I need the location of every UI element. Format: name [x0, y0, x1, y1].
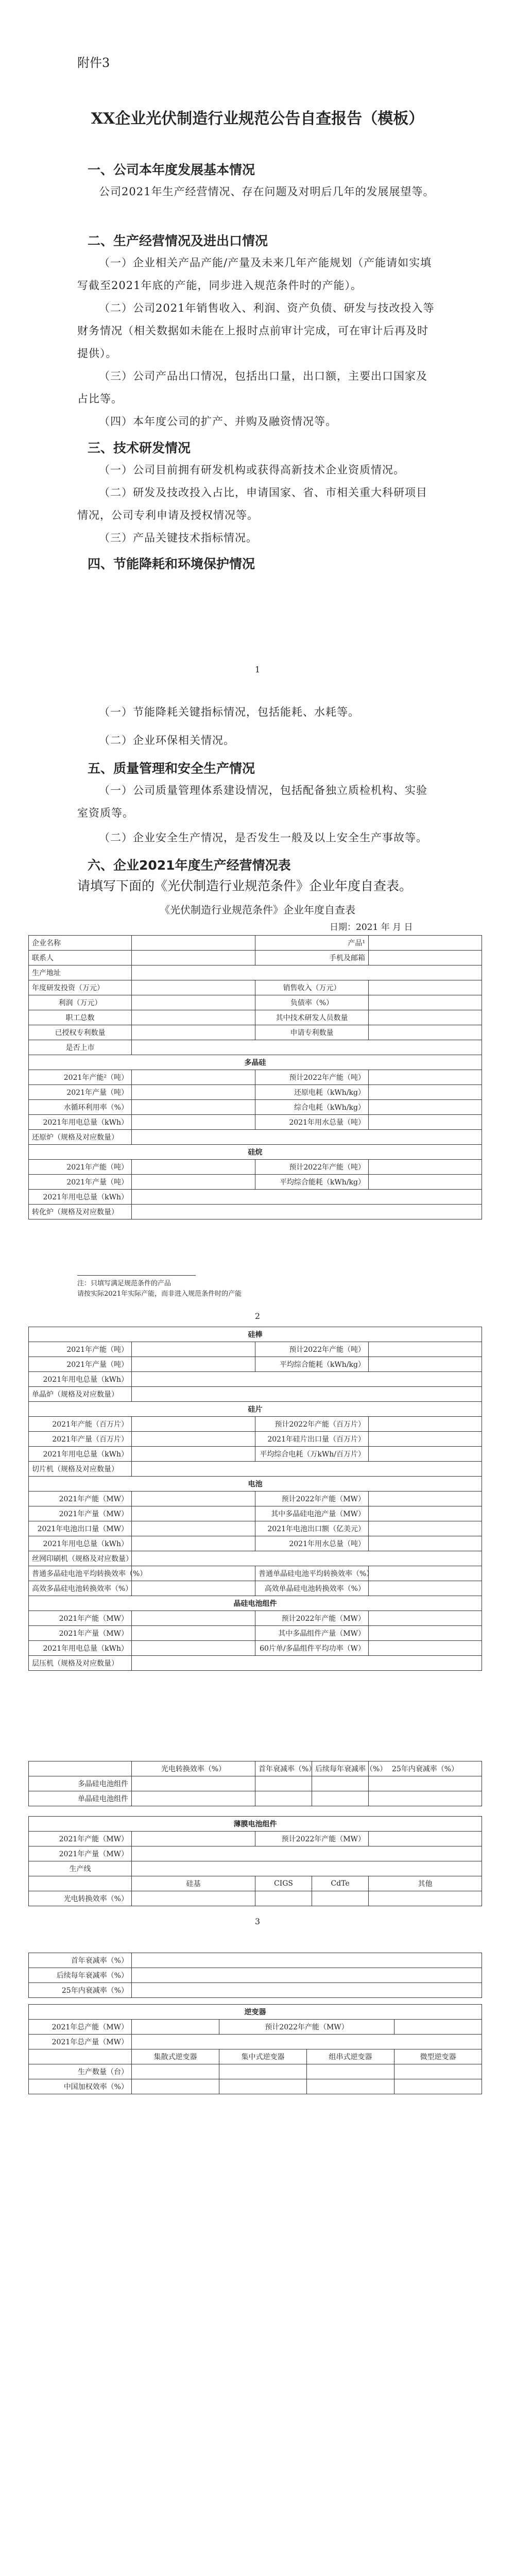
- table-row: [29, 2049, 482, 2064]
- cell-label: 丝网印刷机（规格及对应数量）: [29, 1551, 132, 1566]
- cell-input[interactable]: [369, 1085, 482, 1100]
- header-cell: CdTe: [312, 1876, 369, 1891]
- table-row: [29, 1115, 482, 1130]
- header-cell: [29, 1761, 132, 1776]
- section-title-cell: 电池: [29, 1477, 482, 1492]
- cell-label: 首年衰减率（%）: [29, 1953, 132, 1968]
- table-row: [29, 951, 482, 965]
- cell-input[interactable]: [132, 1776, 255, 1791]
- section-2-para-4: （四）本年度公司的扩产、并购及融资情况等。: [99, 415, 337, 428]
- cell-label: 综合电耗（kWh/kg）: [255, 1100, 369, 1115]
- table-row: [29, 995, 482, 1010]
- cell-input[interactable]: [369, 1025, 482, 1040]
- table-row: [29, 1953, 482, 1968]
- header-cell: 组串式逆变器: [307, 2049, 394, 2064]
- cell-label: 手机及邮箱: [255, 951, 369, 965]
- cell-input[interactable]: [369, 1581, 482, 1596]
- section-title-thinfilm: 薄膜电池组件: [29, 1817, 482, 1832]
- cell-input[interactable]: [132, 1010, 255, 1025]
- cell-label: 2021年用水总量（吨）: [255, 1536, 369, 1551]
- cell-input[interactable]: [132, 1641, 255, 1656]
- cell-label: 2021年产量（MW）: [29, 1846, 132, 1861]
- table-row: [29, 1791, 482, 1806]
- note-2: 请按实际2021年实际产能，而非进入规范条件时的产能: [77, 1290, 242, 1298]
- cell-label: 年度研发投资（万元）: [29, 980, 132, 995]
- cell-input[interactable]: [132, 1417, 255, 1432]
- cell-input[interactable]: [369, 1832, 482, 1846]
- section-title-polysilicon: 多晶硅: [29, 1055, 482, 1070]
- cell-input[interactable]: [132, 1432, 255, 1447]
- cell-input[interactable]: [307, 2064, 394, 2079]
- cell-input[interactable]: [132, 2020, 219, 2035]
- table-row: [29, 1432, 482, 1447]
- table-row: [29, 1085, 482, 1100]
- page-3: [0, 1321, 515, 1940]
- cell-label: 其中多晶硅电池产量（MW）: [255, 1506, 369, 1521]
- cell-label: 预计2022年产能（吨）: [255, 1070, 369, 1085]
- cell-input[interactable]: [132, 1387, 482, 1402]
- section-5-para-1: （一）公司质量管理体系建设情况，包括配备独立质检机构、实验室资质等。: [77, 784, 427, 819]
- section-row: [29, 1477, 482, 1492]
- table-row: [29, 1342, 482, 1357]
- cell-label: 2021年用电总量（kWh）: [29, 1447, 132, 1462]
- table-row: [29, 1190, 482, 1205]
- instruction-text: 请填写下面的《光伏制造行业规范条件》企业年度自查表。: [77, 878, 413, 893]
- cell-input[interactable]: [132, 1115, 255, 1130]
- header-cell: 微型逆变器: [394, 2049, 482, 2064]
- cell-label: 预计2022年产能（百万片）: [255, 1417, 369, 1432]
- section-4-heading: 四、节能降耗和环境保护情况: [88, 556, 255, 571]
- cell-input[interactable]: [369, 1521, 482, 1536]
- cell-label: 2021年硅片出口量（百万片）: [255, 1432, 369, 1447]
- cell-label: 2021年产量（百万片）: [29, 1432, 132, 1447]
- table-row: [29, 936, 482, 951]
- cell-input[interactable]: [132, 936, 255, 951]
- cell-input[interactable]: [369, 1536, 482, 1551]
- cell-label: 2021年电池出口额（亿美元）: [255, 1521, 369, 1536]
- cell-label: 2021年用电总量（kWh）: [29, 1536, 132, 1551]
- section-1-heading: 一、公司本年度发展基本情况: [88, 162, 255, 177]
- cell-label: 2021年电池出口量（MW）: [29, 1521, 132, 1536]
- table-row: [29, 1070, 482, 1085]
- cell-label: 单晶炉（规格及对应数量）: [29, 1387, 132, 1402]
- section-title-wafer: 硅片: [29, 1402, 482, 1417]
- table-row: [29, 1175, 482, 1190]
- cell-input[interactable]: [369, 1357, 482, 1372]
- cell-label: 2021年用电总量（kWh）: [29, 1115, 132, 1130]
- section-row: [29, 1817, 482, 1832]
- cell-label: 切片机（规格及对应数量）: [29, 1462, 132, 1477]
- cell-input[interactable]: [132, 1025, 255, 1040]
- table-row: [29, 2064, 482, 2079]
- cell-input[interactable]: [369, 1417, 482, 1432]
- table-row: [29, 1205, 482, 1219]
- inverter-table: [28, 2004, 482, 2094]
- cell-label: 预计2022年产能（MW）: [255, 1611, 369, 1626]
- cell-input[interactable]: [255, 1891, 312, 1906]
- cell-label: 2021年用电总量（kWh）: [29, 1641, 132, 1656]
- cell-input[interactable]: [132, 1791, 255, 1806]
- cell-input[interactable]: [132, 1492, 255, 1506]
- cell-input[interactable]: [369, 1100, 482, 1115]
- cell-input[interactable]: [132, 1160, 255, 1175]
- cell-label: 利润（万元）: [29, 995, 132, 1010]
- cell-input[interactable]: [369, 1342, 482, 1357]
- self-check-table-part-1: [28, 935, 482, 1219]
- cell-input[interactable]: [369, 1447, 482, 1462]
- table-row: [29, 1130, 482, 1145]
- table-row: [29, 1447, 482, 1462]
- table-row: [29, 980, 482, 995]
- decay-table: [28, 1953, 482, 1998]
- cell-label: 生产线: [29, 1861, 132, 1876]
- section-6-heading: 六、企业2021年度生产经营情况表: [88, 858, 291, 873]
- table-row: [29, 1040, 482, 1055]
- cell-input[interactable]: [132, 1891, 255, 1906]
- cell-input[interactable]: [132, 1040, 482, 1055]
- cell-input[interactable]: [132, 1357, 255, 1372]
- table-row: [29, 1160, 482, 1175]
- page-number-2: 2: [254, 1311, 261, 1321]
- table-row: [29, 1100, 482, 1115]
- cell-input[interactable]: [132, 1506, 255, 1521]
- cell-input[interactable]: [132, 1611, 255, 1626]
- cell-label: 其中多晶组件产量（MW）: [255, 1626, 369, 1641]
- cell-label: 预计2022年产能（MW）: [255, 1492, 369, 1506]
- page-2: [0, 701, 515, 1370]
- cell-label: 负债率（%）: [255, 995, 369, 1010]
- section-2-para-1: （一）企业相关产品产能/产量及未来几年产能规划（产能请如实填写截至2021年底的产能，同步进入规范条件时的产能）。: [77, 257, 432, 292]
- cell-label: 转化炉（规格及对应数量）: [29, 1205, 132, 1219]
- cell-input[interactable]: [369, 936, 482, 951]
- section-title-silane: 硅烷: [29, 1145, 482, 1160]
- table-row: [29, 2020, 482, 2035]
- cell-label: 25年内衰减率（%）: [29, 1983, 132, 1998]
- cell-label: 层压机（规格及对应数量）: [29, 1656, 132, 1671]
- cell-label: 2021年总产能（MW）: [29, 2020, 132, 2035]
- header-cell: 集散式逆变器: [132, 2049, 219, 2064]
- cell-input[interactable]: [132, 1521, 255, 1536]
- cell-input[interactable]: [369, 995, 482, 1010]
- cell-label: 2021年用电总量（kWh）: [29, 1190, 132, 1205]
- cell-input[interactable]: [132, 1536, 255, 1551]
- cell-label: 2021年产能²（吨）: [29, 1070, 132, 1085]
- header-cell: CIGS: [255, 1876, 312, 1891]
- section-2-heading: 二、生产经营情况及进出口情况: [88, 233, 268, 248]
- cell-label: 普通多晶硅电池平均转换效率（%）: [29, 1566, 132, 1581]
- table-caption: 《光伏制造行业规范条件》企业年度自查表: [160, 904, 355, 916]
- table-row: [29, 1861, 482, 1876]
- cell-input[interactable]: [255, 1791, 312, 1806]
- cell-input[interactable]: [132, 1205, 482, 1219]
- module-performance-table: [28, 1761, 482, 1806]
- section-row: [29, 2005, 482, 2020]
- header-cell: 25年内衰减率（%）: [369, 1761, 482, 1776]
- header-cell: 光电转换效率（%）: [132, 1761, 255, 1776]
- section-4-para-2: （二）企业环保相关情况。: [99, 734, 235, 747]
- section-4-para-1: （一）节能降耗关键指标情况，包括能耗、水耗等。: [99, 706, 359, 718]
- cell-input[interactable]: [132, 1953, 482, 1968]
- section-3-para-1: （一）公司目前拥有研发机构或获得高新技术企业资质情况。: [99, 464, 405, 476]
- table-row: [29, 1983, 482, 1998]
- section-title-ingot: 硅棒: [29, 1327, 482, 1342]
- annex-label: 附件3: [77, 56, 110, 70]
- table-row: [29, 1521, 482, 1536]
- cell-input[interactable]: [132, 1551, 482, 1566]
- cell-label: 2021年用水总量（吨）: [255, 1115, 369, 1130]
- cell-label: 联系人: [29, 951, 132, 965]
- table-row: [29, 1611, 482, 1626]
- cell-label: 产品¹: [255, 936, 369, 951]
- cell-label: 企业名称: [29, 936, 132, 951]
- cell-input[interactable]: [132, 995, 255, 1010]
- table-row: [29, 2035, 482, 2049]
- section-5-heading: 五、质量管理和安全生产情况: [88, 761, 255, 776]
- cell-input[interactable]: [369, 1776, 482, 1791]
- cell-label: 销售收入（万元）: [255, 980, 369, 995]
- table-row: [29, 1761, 482, 1776]
- cell-label: 已授权专利数量: [29, 1025, 132, 1040]
- cell-input[interactable]: [132, 1626, 255, 1641]
- cell-label: 2021年用电总量（kWh）: [29, 1372, 132, 1387]
- cell-input[interactable]: [307, 2079, 394, 2094]
- cell-label: 水循环利用率（%）: [29, 1100, 132, 1115]
- header-cell: 后续每年衰减率（%）: [312, 1761, 369, 1776]
- cell-input[interactable]: [132, 2064, 219, 2079]
- cell-label: 还原炉（规格及对应数量）: [29, 1130, 132, 1145]
- cell-label: 2021年产量（MW）: [29, 1626, 132, 1641]
- cell-input[interactable]: [369, 1175, 482, 1190]
- cell-input[interactable]: [219, 2064, 307, 2079]
- cell-label: 2021年产能（吨）: [29, 1160, 132, 1175]
- cell-input[interactable]: [369, 1611, 482, 1626]
- section-5-para-2: （二）企业安全生产情况，是否发生一般及以上安全生产事故等。: [99, 832, 427, 844]
- table-row: [29, 1566, 482, 1581]
- table-row: [29, 1010, 482, 1025]
- table-row: [29, 1876, 482, 1891]
- cell-input[interactable]: [132, 1372, 482, 1387]
- cell-input[interactable]: [312, 1891, 369, 1906]
- cell-label: 多晶硅电池组件: [29, 1776, 132, 1791]
- section-title-inverter: 逆变器: [29, 2005, 482, 2020]
- cell-input[interactable]: [132, 980, 255, 995]
- cell-input[interactable]: [132, 1462, 482, 1477]
- cell-label: 60片单/多晶组件平均功率（W）: [255, 1641, 369, 1656]
- cell-input[interactable]: [132, 2079, 219, 2094]
- cell-label: 其中技术研发人员数量: [255, 1010, 369, 1025]
- cell-label: 单晶硅电池组件: [29, 1791, 132, 1806]
- header-cell: [29, 1876, 132, 1891]
- cell-input[interactable]: [369, 1160, 482, 1175]
- cell-input[interactable]: [369, 1010, 482, 1025]
- cell-input[interactable]: [369, 1626, 482, 1641]
- document-title: XX企业光伏制造行业规范公告自查报告（模板）: [91, 110, 424, 128]
- cell-input[interactable]: [369, 1432, 482, 1447]
- table-row: [29, 1581, 482, 1596]
- cell-label: 后续每年衰减率（%）: [29, 1968, 132, 1983]
- cell-input[interactable]: [219, 2079, 307, 2094]
- table-row: [29, 1656, 482, 1671]
- cell-input[interactable]: [255, 1776, 312, 1791]
- cell-input[interactable]: [369, 1506, 482, 1521]
- cell-input[interactable]: [132, 1447, 255, 1462]
- cell-input[interactable]: [369, 1070, 482, 1085]
- cell-input[interactable]: [369, 1641, 482, 1656]
- cell-input[interactable]: [132, 1085, 255, 1100]
- page-number-3: 3: [254, 1917, 261, 1926]
- cell-label: 预计2022年产能（MW）: [219, 2020, 394, 2035]
- table-row: [29, 1506, 482, 1521]
- cell-label: 申请专利数量: [255, 1025, 369, 1040]
- table-row: [29, 1551, 482, 1566]
- cell-label: 2021年产能（吨）: [29, 1342, 132, 1357]
- cell-input[interactable]: [369, 980, 482, 995]
- table-row: [29, 1846, 482, 1861]
- cell-label: 普通单晶硅电池平均转换效率（%）: [255, 1566, 369, 1581]
- header-cell: 其他: [369, 1876, 482, 1891]
- cell-label: 中国加权效率（%）: [29, 2079, 132, 2094]
- cell-input[interactable]: [369, 1791, 482, 1806]
- cell-label: 2021年产量（吨）: [29, 1175, 132, 1190]
- cell-label: 2021年产量（MW）: [29, 1506, 132, 1521]
- cell-input[interactable]: [132, 1070, 255, 1085]
- table-row: [29, 1387, 482, 1402]
- cell-input[interactable]: [369, 1891, 482, 1906]
- cell-input[interactable]: [132, 1581, 255, 1596]
- cell-label: 2021年产量（吨）: [29, 1357, 132, 1372]
- cell-label: 职工总数: [29, 1010, 132, 1025]
- self-check-table-part-2: [28, 1327, 482, 1671]
- cell-label: 2021年产能（MW）: [29, 1611, 132, 1626]
- cell-input[interactable]: [132, 1100, 255, 1115]
- section-row: [29, 1402, 482, 1417]
- cell-label: 2021年产能（MW）: [29, 1492, 132, 1506]
- cell-label: 生产数量（台）: [29, 2064, 132, 2079]
- cell-label: 预计2022年产能（吨）: [255, 1342, 369, 1357]
- header-cell: 首年衰减率（%）: [255, 1761, 312, 1776]
- cell-input[interactable]: [132, 951, 255, 965]
- cell-input[interactable]: [369, 1492, 482, 1506]
- cell-input[interactable]: [132, 1342, 255, 1357]
- table-notes: [77, 1275, 242, 1299]
- cell-input[interactable]: [132, 1175, 255, 1190]
- cell-label: 2021年产能（百万片）: [29, 1417, 132, 1432]
- cell-input[interactable]: [132, 965, 482, 980]
- table-row: [29, 2079, 482, 2094]
- thinfilm-table: [28, 1816, 482, 1906]
- section-row: [29, 1596, 482, 1611]
- note-1: 注：只填写满足规范条件的产品: [77, 1280, 171, 1287]
- section-row: [29, 1145, 482, 1160]
- cell-input[interactable]: [394, 2020, 482, 2035]
- cell-label: 高效多晶硅电池转换效率（%）: [29, 1581, 132, 1596]
- table-row: [29, 1626, 482, 1641]
- section-3-para-3: （三）产品关键技术指标情况。: [99, 532, 258, 544]
- cell-input[interactable]: [132, 2035, 482, 2049]
- cell-input[interactable]: [132, 1832, 255, 1846]
- table-row: [29, 1536, 482, 1551]
- cell-input[interactable]: [312, 1791, 369, 1806]
- table-row: [29, 965, 482, 980]
- cell-input[interactable]: [132, 1566, 255, 1581]
- table-row: [29, 1968, 482, 1983]
- cell-input[interactable]: [132, 1968, 482, 1983]
- table-row: [29, 1492, 482, 1506]
- section-row: [29, 1055, 482, 1070]
- table-row: [29, 1891, 482, 1906]
- cell-input[interactable]: [132, 1861, 482, 1876]
- cell-input[interactable]: [369, 1566, 482, 1581]
- cell-label: 平均综合电耗（万kWh/百万片）: [255, 1447, 369, 1462]
- section-title-module: 晶硅电池组件: [29, 1596, 482, 1611]
- table-row: [29, 1641, 482, 1656]
- header-cell: [29, 2049, 132, 2064]
- cell-input[interactable]: [369, 1115, 482, 1130]
- cell-label: 2021年总产量（MW）: [29, 2035, 132, 2049]
- table-row: [29, 1417, 482, 1432]
- cell-input[interactable]: [132, 1190, 482, 1205]
- cell-label: 是否上市: [29, 1040, 132, 1055]
- header-cell: 硅基: [132, 1876, 255, 1891]
- cell-input[interactable]: [369, 951, 482, 965]
- cell-label: 平均综合能耗（kWh/kg）: [255, 1357, 369, 1372]
- cell-label: 光电转换效率（%）: [29, 1891, 132, 1906]
- cell-input[interactable]: [132, 1983, 482, 1998]
- section-row: [29, 1327, 482, 1342]
- section-1-para-1: 公司2021年生产经营情况、存在问题及对明后几年的发展展望等。: [99, 185, 435, 198]
- table-row: [29, 1025, 482, 1040]
- cell-label: 平均综合能耗（kWh/kg）: [255, 1175, 369, 1190]
- section-3-para-2: （二）研发及技改投入占比，申请国家、省、市相关重大科研项目情况，公司专利申请及授权情况等。: [77, 486, 427, 521]
- table-row: [29, 1357, 482, 1372]
- table-row: [29, 1776, 482, 1791]
- page-4: [0, 1940, 515, 2576]
- section-3-heading: 三、技术研发情况: [88, 440, 191, 455]
- table-date: 日期：2021 年 月 日: [330, 922, 413, 933]
- section-2-para-2: （二）公司2021年销售收入、利润、资产负债、研发与技改投入等财务情况（相关数据如未能在上报时点前审计完成，可在审计后再及时提供）。: [77, 302, 435, 360]
- cell-label: 生产地址: [29, 965, 132, 980]
- cell-input[interactable]: [132, 1130, 482, 1145]
- cell-label: 2021年产量（吨）: [29, 1085, 132, 1100]
- table-row: [29, 1372, 482, 1387]
- cell-label: 还原电耗（kWh/kg）: [255, 1085, 369, 1100]
- header-cell: 集中式逆变器: [219, 2049, 307, 2064]
- table-row: [29, 1462, 482, 1477]
- section-2-para-3: （三）公司产品出口情况，包括出口量，出口额，主要出口国家及占比等。: [77, 370, 427, 405]
- cell-label: 预计2022年产能（MW）: [255, 1832, 369, 1846]
- page-number-1: 1: [254, 665, 261, 674]
- cell-input[interactable]: [312, 1776, 369, 1791]
- cell-label: 2021年产能（MW）: [29, 1832, 132, 1846]
- cell-input[interactable]: [394, 2079, 482, 2094]
- cell-input[interactable]: [394, 2064, 482, 2079]
- cell-input[interactable]: [132, 1846, 482, 1861]
- cell-label: 高效单晶硅电池转换效率（%）: [255, 1581, 369, 1596]
- table-row: [29, 1832, 482, 1846]
- page-1: [0, 0, 515, 711]
- cell-label: 预计2022年产能（吨）: [255, 1160, 369, 1175]
- cell-input[interactable]: [132, 1656, 482, 1671]
